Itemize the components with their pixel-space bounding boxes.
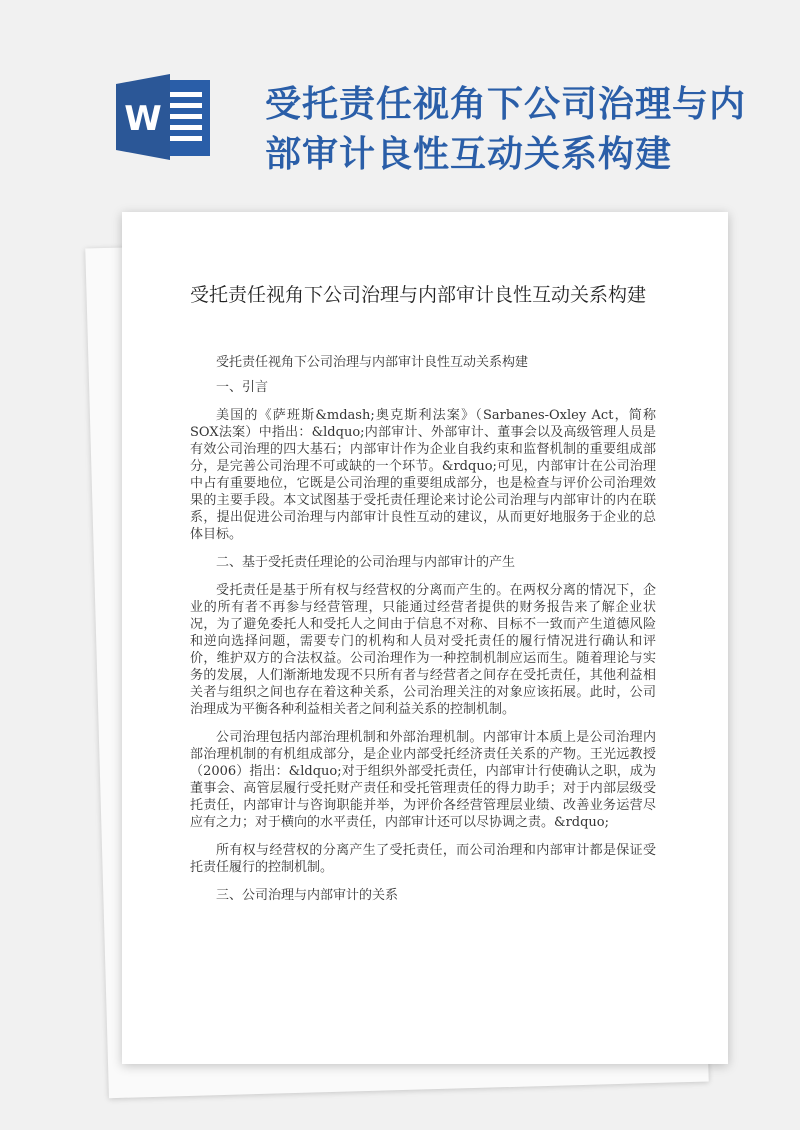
section-heading: 二、基于受托责任理论的公司治理与内部审计的产生 bbox=[216, 555, 516, 570]
document-heading: 受托责任视角下公司治理与内部审计良性互动关系构建 bbox=[190, 284, 647, 306]
document-body bbox=[190, 354, 656, 915]
page-title-line-2: 部审计良性互动关系构建 bbox=[265, 134, 673, 175]
section-heading: 三、公司治理与内部审计的关系 bbox=[216, 888, 399, 903]
word-icon-letter: W bbox=[124, 99, 162, 139]
body-paragraph: 美国的《萨班斯&mdash;奥克斯利法案》（Sarbanes-Oxley Act，简称SOX法案）中指出：&ldquo;内部审计、外部审计、董事会以及高级管理人员是有效公司治理的四大基石；内部审计作为企业自我约束和监督机制的重要组成部分，是完善公司治理不可或缺的一个环节。&rdquo;可见，内部审计在公司治理中占有重要地位，它既是公司治理的重要组成部分，也是检查与评价公司治理效果的主要手段。本文试图基于受托责任理论来讨论公司治理与内部审计的内在联系，提出促进公司治理与内部审计良性互动的建议，从而更好地服务于企业的总体目标。 bbox=[190, 408, 656, 542]
word-document-icon bbox=[112, 72, 216, 162]
document-subtitle: 受托责任视角下公司治理与内部审计良性互动关系构建 bbox=[216, 355, 529, 370]
document-page bbox=[122, 212, 728, 1064]
body-paragraph: 所有权与经营权的分离产生了受托责任，而公司治理和内部审计都是保证受托责任履行的控制机制。 bbox=[190, 843, 656, 875]
section-heading: 一、引言 bbox=[216, 380, 269, 395]
body-paragraph: 受托责任是基于所有权与经营权的分离而产生的。在两权分离的情况下，企业的所有者不再参与经营管理，只能通过经营者提供的财务报告来了解企业状况，为了避免委托人和受托人之间由于信息不对称、目标不一致而产生道德风险和逆向选择问题，需要专门的机构和人员对受托责任的履行情况进行确认和评价，维护双方的合法权益。公司治理作为一种控制机制应运而生。随着理论与实务的发展，人们渐渐地发现不只所有者与经营者之间存在受托责任，其他利益相关者与组织之间也存在着这种关系，公司治理关注的对象应该拓展。此时，公司治理成为平衡各种利益相关者之间利益关系的控制机制。 bbox=[190, 583, 656, 717]
body-paragraph: 公司治理包括内部治理机制和外部治理机制。内部审计本质上是公司治理内部治理机制的有机组成部分，是企业内部受托经济责任关系的产物。王光远教授（2006）指出：&ldquo;对于组织外部受托责任，内部审计行使确认之职，成为董事会、高管层履行受托财产责任和受托管理责任的得力助手；对于内部层级受托责任，内部审计与咨询职能并举，为评价各经营管理层业绩、改善业务运营尽应有之力；对于横向的水平责任，内部审计还可以尽协调之责。&rdquo; bbox=[190, 730, 656, 830]
page-header bbox=[0, 0, 800, 200]
page-title-line-1: 受托责任视角下公司治理与内 bbox=[265, 84, 747, 125]
